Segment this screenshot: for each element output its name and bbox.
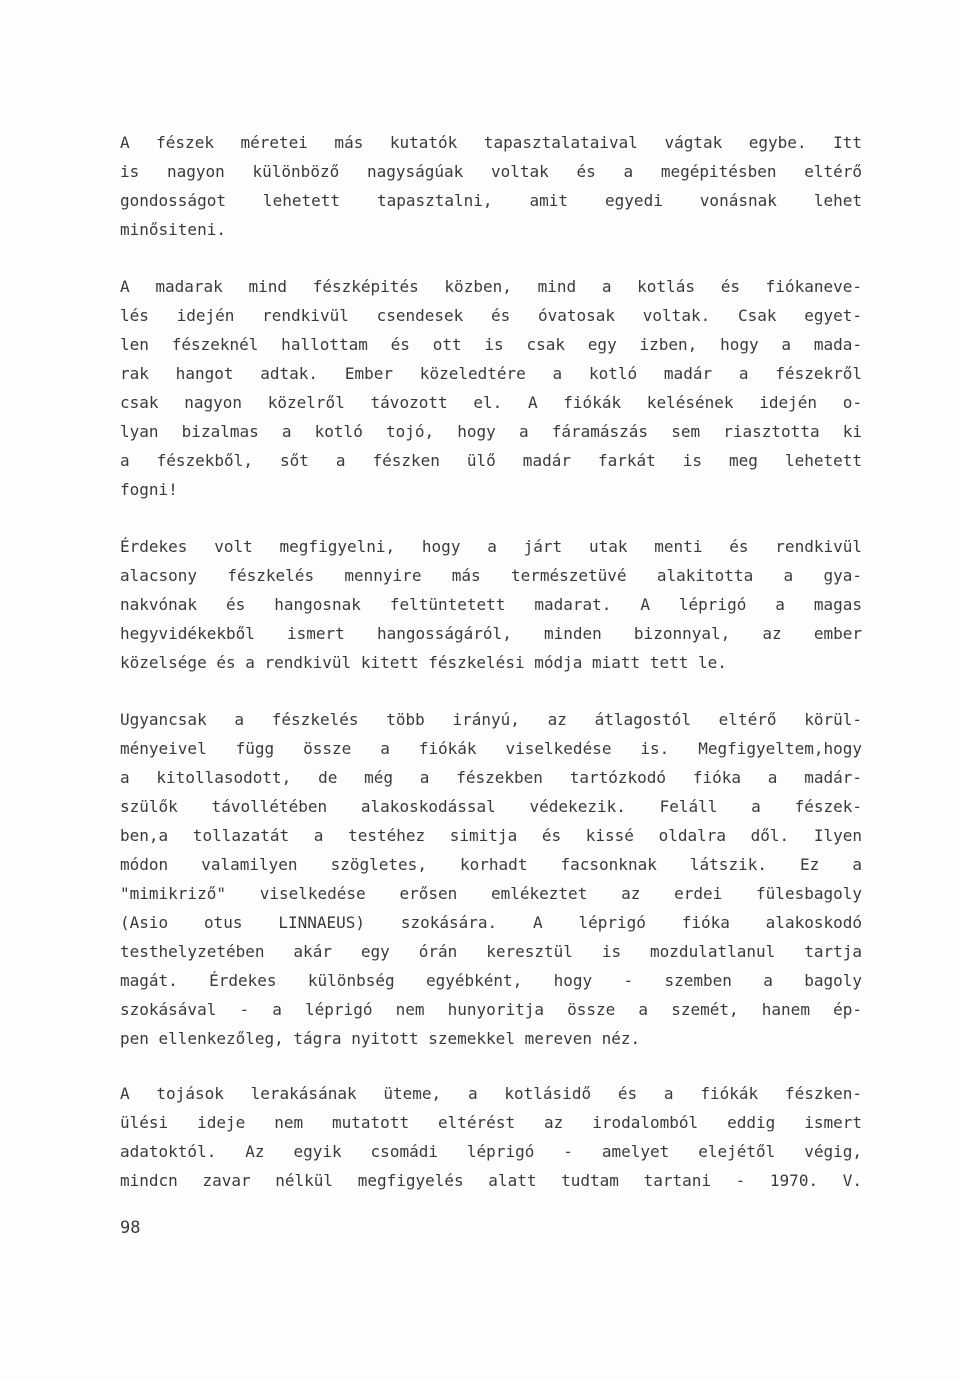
text-line: gondosságot lehetett tapasztalni, amit egyedi vonásnak lehet [120,191,862,210]
text-line: ülési ideje nem mutatott eltérést az irodalomból eddig ismert [120,1113,862,1132]
paragraph-nest-size [120,128,862,244]
paragraph-egg-laying [120,1079,862,1195]
text-line: A fészek méretei más kutatók tapasztalataival vágtak egybe. Itt [120,133,862,152]
text-line: adatoktól. Az egyik csomádi léprigó - amelyet elejétől végig, [120,1142,862,1161]
text-line: szokásával - a léprigó nem hunyoritja össze a szemét, hanem ép- [120,1000,862,1019]
text-line: ben,a tollazatát a testéhez simitja és kissé oldalra dől. Ilyen [120,826,862,845]
text-line: alacsony fészkelés mennyire más természetüvé alakitotta a gya- [120,566,862,585]
text-line: szülők távollétében alakoskodással védekezik. Feláll a fészek- [120,797,862,816]
text-line: (Asio otus LINNAEUS) szokására. A léprigó fióka alakoskodó [120,913,862,932]
text-line: mindcn zavar nélkül megfigyelés alatt tudtam tartani - 1970. V. [120,1171,862,1190]
text-line: minősiteni. [120,220,226,239]
text-line: A tojások lerakásának üteme, a kotlásidő és a fiókák fészken- [120,1084,862,1103]
text-line: A madarak mind fészképités közben, mind a kotlás és fiókaneve- [120,277,862,296]
text-line: len fészeknél hallottam és ott is csak egy izben, hogy a mada- [120,335,862,354]
text-line: Érdekes volt megfigyelni, hogy a járt utak menti és rendkivül [120,537,862,556]
paragraph-low-nesting [120,532,862,677]
text-line: is nagyon különböző nagyságúak voltak és a megépitésben eltérő [120,162,862,181]
text-line: lés idején rendkivül csendesek és óvatosak voltak. Csak egyet- [120,306,862,325]
text-line: pen ellenkezőleg, tágra nyitott szemekkel mereven néz. [120,1029,641,1048]
text-line: "mimikriző" viselkedése erősen emlékeztet az erdei fülesbagoly [120,884,862,903]
text-line: testhelyzetében akár egy órán keresztül is mozdulatlanul tartja [120,942,862,961]
text-line: hegyvidékekből ismert hangosságáról, minden bizonnyal, az ember [120,624,862,643]
text-line: lyan bizalmas a kotló tojó, hogy a fáramászás sem riasztotta ki [120,422,862,441]
paragraph-bird-behavior [120,272,862,504]
text-line: Ugyancsak a fészkelés több irányú, az átlagostól eltérő körül- [120,710,862,729]
text-line: fogni! [120,480,178,499]
text-line: csak nagyon közelről távozott el. A fiókák kelésének idején o- [120,393,862,412]
text-line: a kitollasodott, de még a fészekben tartózkodó fióka a madár- [120,768,862,787]
text-line: nakvónak és hangosnak feltüntetett madarat. A léprigó a magas [120,595,862,614]
text-line: magát. Érdekes különbség egyébként, hogy - szemben a bagoly [120,971,862,990]
text-line: közelsége és a rendkivül kitett fészkelési módja miatt tett le. [120,653,727,672]
text-line: módon valamilyen szögletes, korhadt facsonknak látszik. Ez a [120,855,862,874]
page-number: 98 [120,1218,141,1238]
text-line: rak hangot adtak. Ember közeledtére a kotló madár a fészekről [120,364,862,383]
text-line: ményeivel függ össze a fiókák viselkedése is. Megfigyeltem,hogy [120,739,862,758]
text-line: a fészekből, sőt a fészken ülő madár farkát is meg lehetett [120,451,862,470]
paragraph-chick-behavior [120,705,862,1053]
